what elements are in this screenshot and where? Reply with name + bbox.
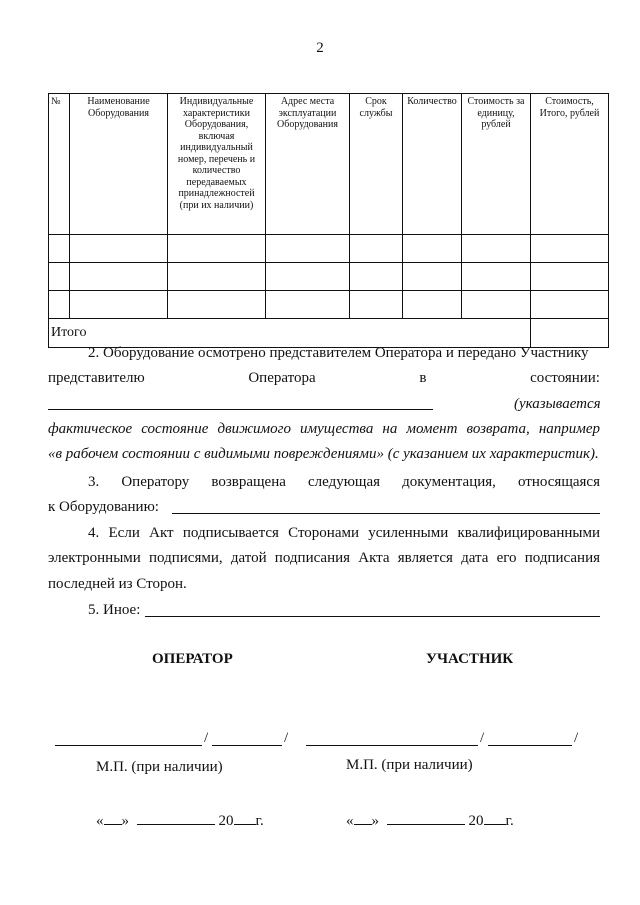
participant-title: УЧАСТНИК (426, 651, 514, 667)
table-cell[interactable] (70, 291, 168, 319)
participant-slash-2: / (574, 730, 579, 746)
quote-close: » (371, 813, 379, 829)
table-header-row (49, 94, 609, 235)
day-blank[interactable] (354, 810, 372, 825)
header-address: Адрес места эксплуатации Оборудования (266, 94, 350, 235)
header-unit-cost: Стоимость за единицу, рублей (462, 94, 531, 235)
table-cell[interactable] (462, 235, 531, 263)
quote-open: « (346, 813, 354, 829)
table-cell[interactable] (266, 235, 350, 263)
state-blank-line[interactable] (48, 409, 433, 410)
p2-line2 (48, 368, 600, 388)
participant-name-line[interactable] (488, 745, 572, 746)
table-cell[interactable] (531, 291, 609, 319)
table-cell[interactable] (49, 263, 70, 291)
p2-line1: 2. Оборудование осмотрено представителем Оператора и передано Участнику (88, 345, 589, 361)
quote-open: « (96, 813, 104, 829)
p5-label: 5. Иное: (88, 602, 141, 618)
operator-name-line[interactable] (212, 745, 282, 746)
header-name: Наименование Оборудования (70, 94, 168, 235)
month-blank[interactable] (387, 810, 465, 825)
header-service-life: Срок службы (350, 94, 403, 235)
table-cell[interactable] (531, 263, 609, 291)
equipment-table (48, 93, 609, 348)
table-cell[interactable] (70, 235, 168, 263)
year-suffix: г. (505, 813, 514, 829)
table-cell[interactable] (49, 235, 70, 263)
operator-date (96, 810, 264, 830)
table-cell[interactable] (350, 235, 403, 263)
word: состоянии: (530, 370, 600, 386)
table-row (49, 291, 609, 319)
table-cell[interactable] (531, 235, 609, 263)
table-cell[interactable] (350, 291, 403, 319)
table-cell[interactable] (49, 291, 70, 319)
header-characteristics: Индивидуальные характеристики Оборудования, включая индивидуальный номер, перечень и количество передаваемых принадлежностей (при их наличии) (168, 94, 266, 235)
p2-line3: (указывается (514, 396, 601, 412)
operator-slash-1: / (204, 730, 209, 746)
header-number: № (49, 94, 70, 235)
table-cell[interactable] (70, 263, 168, 291)
table-cell[interactable] (403, 263, 462, 291)
table-cell[interactable] (350, 263, 403, 291)
table-cell[interactable] (403, 235, 462, 263)
operator-slash-2: / (284, 730, 289, 746)
word: относящаяся (518, 474, 600, 490)
year-blank[interactable] (234, 810, 256, 825)
operator-title: ОПЕРАТОР (152, 651, 233, 667)
p2-line5: «в рабочем состоянии с видимыми повреждениями» (с указанием их характеристик). (48, 446, 599, 462)
word: документация, (402, 474, 496, 490)
table-cell[interactable] (168, 291, 266, 319)
p3-line2: к Оборудованию: (48, 499, 159, 515)
table-row (49, 263, 609, 291)
header-total-cost: Стоимость, Итого, рублей (531, 94, 609, 235)
year-suffix: г. (255, 813, 264, 829)
table-cell[interactable] (266, 291, 350, 319)
table-cell[interactable] (462, 291, 531, 319)
participant-date (346, 810, 514, 830)
operator-signature-line[interactable] (55, 745, 202, 746)
p4-line2: электронными подписями, датой подписания Акта является дата его подписания (48, 550, 600, 566)
total-label: Итого (49, 319, 531, 348)
word: Оператора (248, 370, 316, 386)
other-blank-line[interactable] (145, 616, 600, 617)
table-row (49, 235, 609, 263)
header-quantity: Количество (403, 94, 462, 235)
documentation-blank-line[interactable] (172, 513, 600, 514)
participant-signature-line[interactable] (306, 745, 478, 746)
table-cell[interactable] (403, 291, 462, 319)
p4-line3: последней из Сторон. (48, 576, 187, 592)
word: возвращена (211, 474, 286, 490)
word: представителю (48, 370, 145, 386)
table-cell[interactable] (168, 235, 266, 263)
word: Оператору (121, 474, 190, 490)
p3-line1 (88, 472, 600, 492)
participant-stamp-label: М.П. (при наличии) (346, 757, 473, 773)
p4-line1: 4. Если Акт подписывается Сторонами усиленными квалифицированными (88, 525, 600, 541)
operator-stamp-label: М.П. (при наличии) (96, 759, 223, 775)
table-cell[interactable] (266, 263, 350, 291)
year-blank[interactable] (484, 810, 506, 825)
page-number: 2 (316, 40, 324, 56)
word: 3. (88, 474, 100, 490)
month-blank[interactable] (137, 810, 215, 825)
word: следующая (307, 474, 381, 490)
table-cell[interactable] (168, 263, 266, 291)
day-blank[interactable] (104, 810, 122, 825)
quote-close: » (121, 813, 129, 829)
p2-line4: фактическое состояние движимого имущества на момент возврата, например (48, 421, 600, 437)
participant-slash-1: / (480, 730, 485, 746)
year-prefix: 20 (468, 813, 484, 829)
year-prefix: 20 (218, 813, 234, 829)
word: в (419, 370, 427, 386)
table-cell[interactable] (462, 263, 531, 291)
